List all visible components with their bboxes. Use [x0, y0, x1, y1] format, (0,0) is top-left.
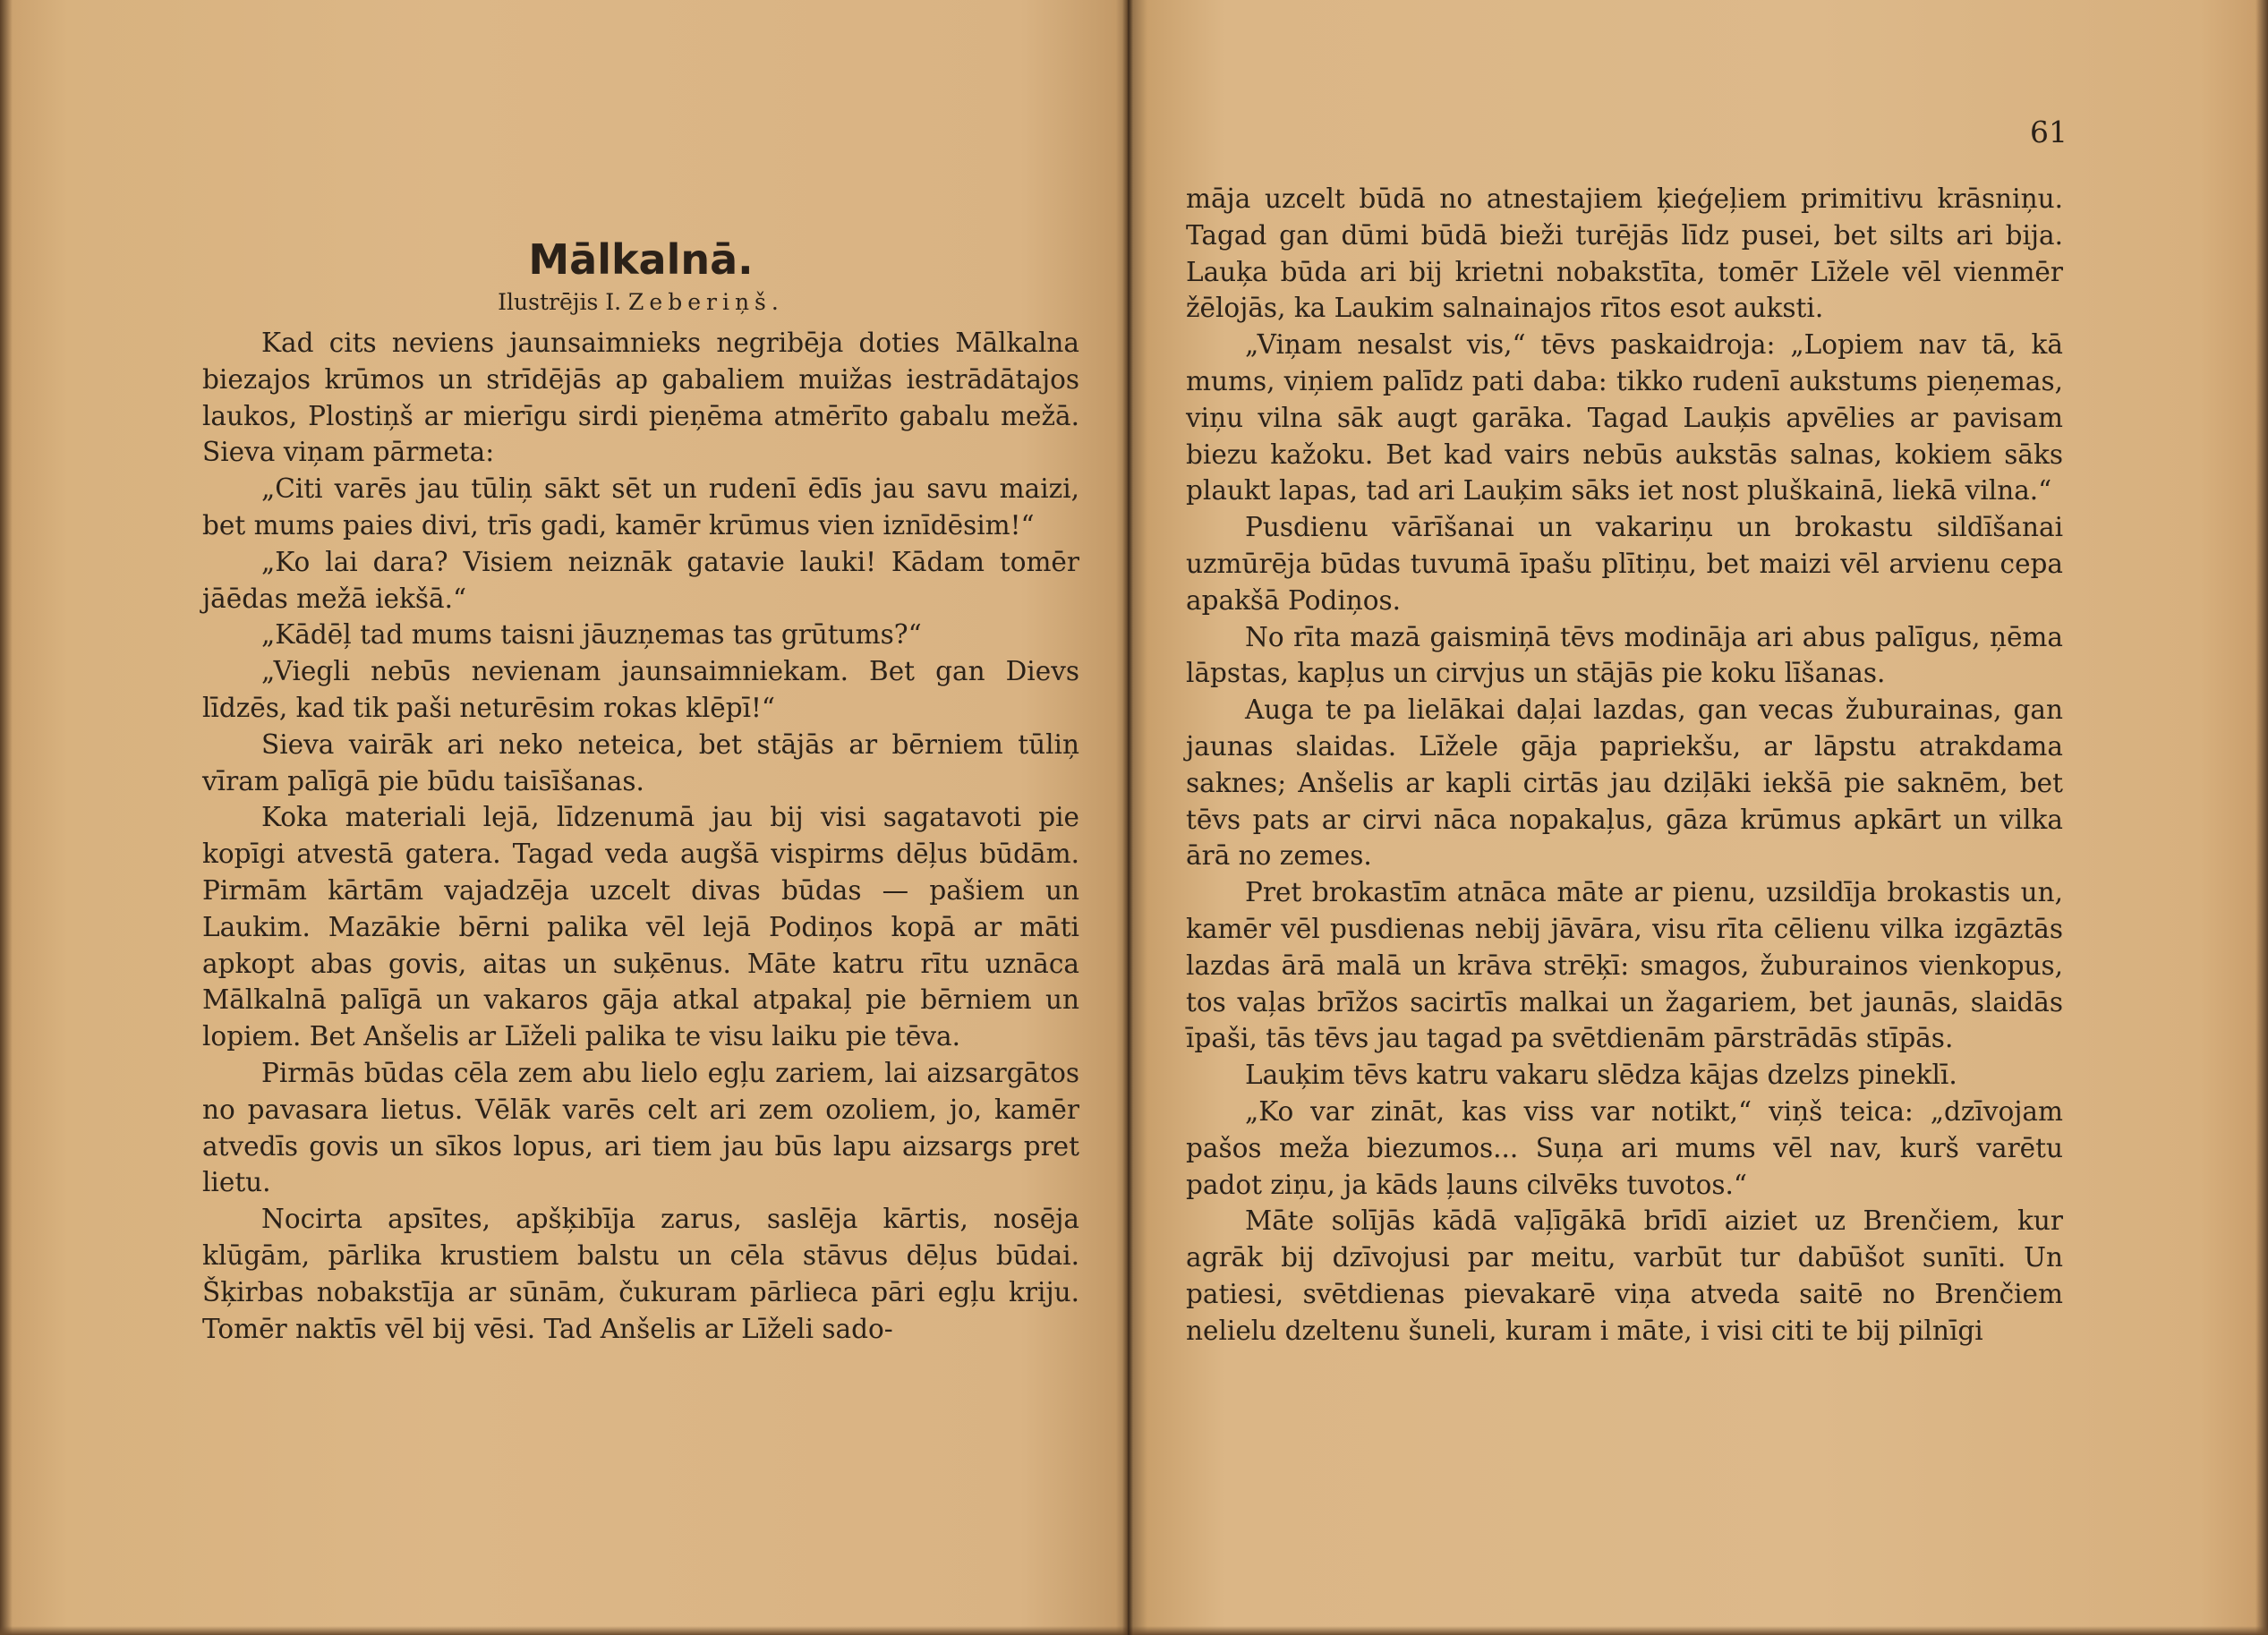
paragraph: Kad cits neviens jaunsaimnieks negribēja doties Mālkalna biezajos krūmos un strīdējās ap gabaliem muižas iestrādātajos laukos, Plostiņš ar mierīgu sirdi pieņēma atmērīto gabalu mežā. Sieva viņam pārmeta:	[202, 328, 1079, 468]
paragraph-continued: māja uzcelt būdā no atnestajiem ķieģeļiem primitivu krāsniņu. Tagad gan dūmi būdā bieži turējās līdz pusei, bet silts ari bija. Lauķa būda ari bij krietni nobakstīta, tomēr Līžele vēl vienmēr žēlojās, ka Laukim salnainajos rītos esot auksti.	[1186, 183, 2063, 324]
paragraph: Pret brokastīm atnāca māte ar pienu, uzsildīja brokastis un, kamēr vēl pusdienas nebij jāvāra, visu rīta cēlienu vilka izgāztās lazdas ārā malā un krāva strēķī: smagos, žuburainos vienkopus, tos vaļas brīžos sacirtīs malkai un žagariem, bet jaunās, slaidās īpaši, tās tēvs jau tagad pa svētdienām pārstrādās stīpās.	[1186, 877, 2063, 1054]
illustrator-credit	[202, 286, 1079, 319]
right-page-text	[1186, 181, 2063, 1350]
page-number: 61	[2030, 115, 2068, 149]
paragraph: Koka materiali lejā, līdzenumā jau bij visi sagatavoti pie kopīgi atvestā gatera. Tagad veda augšā vispirms dēļus būdām. Pirmām kārtām vajadzēja uzcelt divas būdas — pašiem un Laukim. Mazākie bērni palika vēl lejā Podiņos kopā ar māti apkopt abas govis, aitas un suķēnus. Māte katru rītu uznāca Mālkalnā palīgā un vakaros gāja atkal atpakaļ pie bērniem un lopiem. Bet Anšelis ar Līželi palika te visu laiku pie tēva.	[202, 802, 1079, 1052]
paragraph: Māte solījās kādā vaļīgākā brīdī aiziet uz Brenčiem, kur agrāk bij dzīvojusi par meitu, varbūt tur dabūšot sunīti. Un patiesi, svētdienas pievakarē viņa atveda saitē no Brenčiem nelielu dzeltenu šuneli, kuram i māte, i visi citi te bij pilnīgi	[1186, 1205, 2063, 1346]
left-page-text	[202, 325, 1079, 1347]
paragraph: „Viņam nesalst vis,“ tēvs paskaidroja: „Lopiem nav tā, kā mums, viņiem palīdz pati daba: tikko rudenī aukstums pieņemas, viņu vilna sāk augt garāka. Tagad Lauķis apvēlies ar pavisam biezu kažoku. Bet kad vairs nebūs aukstās salnas, kokiem sāks plaukt lapas, tad ari Lauķim sāks iet nost pluškainā, liekā vilna.“	[1186, 329, 2063, 507]
chapter-title: Mālkalnā.	[528, 235, 754, 284]
paragraph: Nocirta apsītes, apšķibīja zarus, saslēja kārtis, nosēja klūgām, pārlika krustiem balstu un cēla stāvus dēļus būdai. Šķirbas nobakstīja ar sūnām, čukuram pārlieca pāri egļu kriju. Tomēr naktīs vēl bij vēsi. Tad Anšelis ar Līželi sado-	[202, 1204, 1079, 1344]
paragraph: „Ko lai dara? Visiem neiznāk gatavie lauki! Kādam tomēr jāēdas mežā iekšā.“	[202, 546, 1079, 614]
paragraph: „Ko var zināt, kas viss var notikt,“ viņš teica: „dzīvojam pašos meža biezumos... Suņa ari mums vēl nav, kurš varētu padot ziņu, ja kāds ļauns cilvēks tuvotos.“	[1186, 1095, 2063, 1200]
paragraph: No rīta mazā gaismiņā tēvs modināja ari abus palīgus, ņēma lāpstas, kapļus un cirvjus un stājās pie koku līšanas.	[1186, 621, 2063, 689]
illustrator-name: Zeberiņš.	[628, 289, 784, 315]
paragraph: Pusdienu vārīšanai un vakariņu un brokastu sildīšanai uzmūrēja būdas tuvumā īpašu plītiņu, bet maizi vēl arvienu cepa apakšā Podiņos.	[1186, 512, 2063, 616]
paragraph: „Kādēļ tad mums taisni jāuzņemas tas grūtums?“	[261, 619, 922, 651]
paragraph: Sieva vairāk ari neko neteica, bet stājās ar bērniem tūliņ vīram palīgā pie būdu taisīšanas.	[202, 728, 1079, 796]
paragraph: „Citi varēs jau tūliņ sākt sēt un rudenī ēdīs jau savu maizi, bet mums paies divi, trīs gadi, kamēr krūmus vien iznīdēsim!“	[202, 473, 1079, 541]
paragraph: Pirmās būdas cēla zem abu lielo egļu zariem, lai aizsargātos no pavasara lietus. Vēlāk varēs celt ari zem ozoliem, jo, kamēr atvedīs govis un sīkos lopus, ari tiem jau būs lapu aizsargs pret lietu.	[202, 1057, 1079, 1198]
illustrator-label: Ilustrējis I.	[498, 289, 622, 315]
paragraph: „Viegli nebūs nevienam jaunsaimniekam. Bet gan Dievs līdzēs, kad tik paši neturēsim rokas klēpī!“	[202, 656, 1079, 723]
paragraph: Auga te pa lielākai daļai lazdas, gan vecas žuburainas, gan jaunas slaidas. Līžele gāja papriekšu, ar lāpstu atrakdama saknes; Anšelis ar kapli cirtās jau dziļāki iekšā pie saknēm, bet tēvs pats ar cirvi nāca nopakaļus, gāza krūmus apkārt un vilka ārā no zemes.	[1186, 694, 2063, 872]
paragraph: Lauķim tēvs katru vakaru slēdza kājas dzelzs pineklī.	[1245, 1060, 1957, 1091]
